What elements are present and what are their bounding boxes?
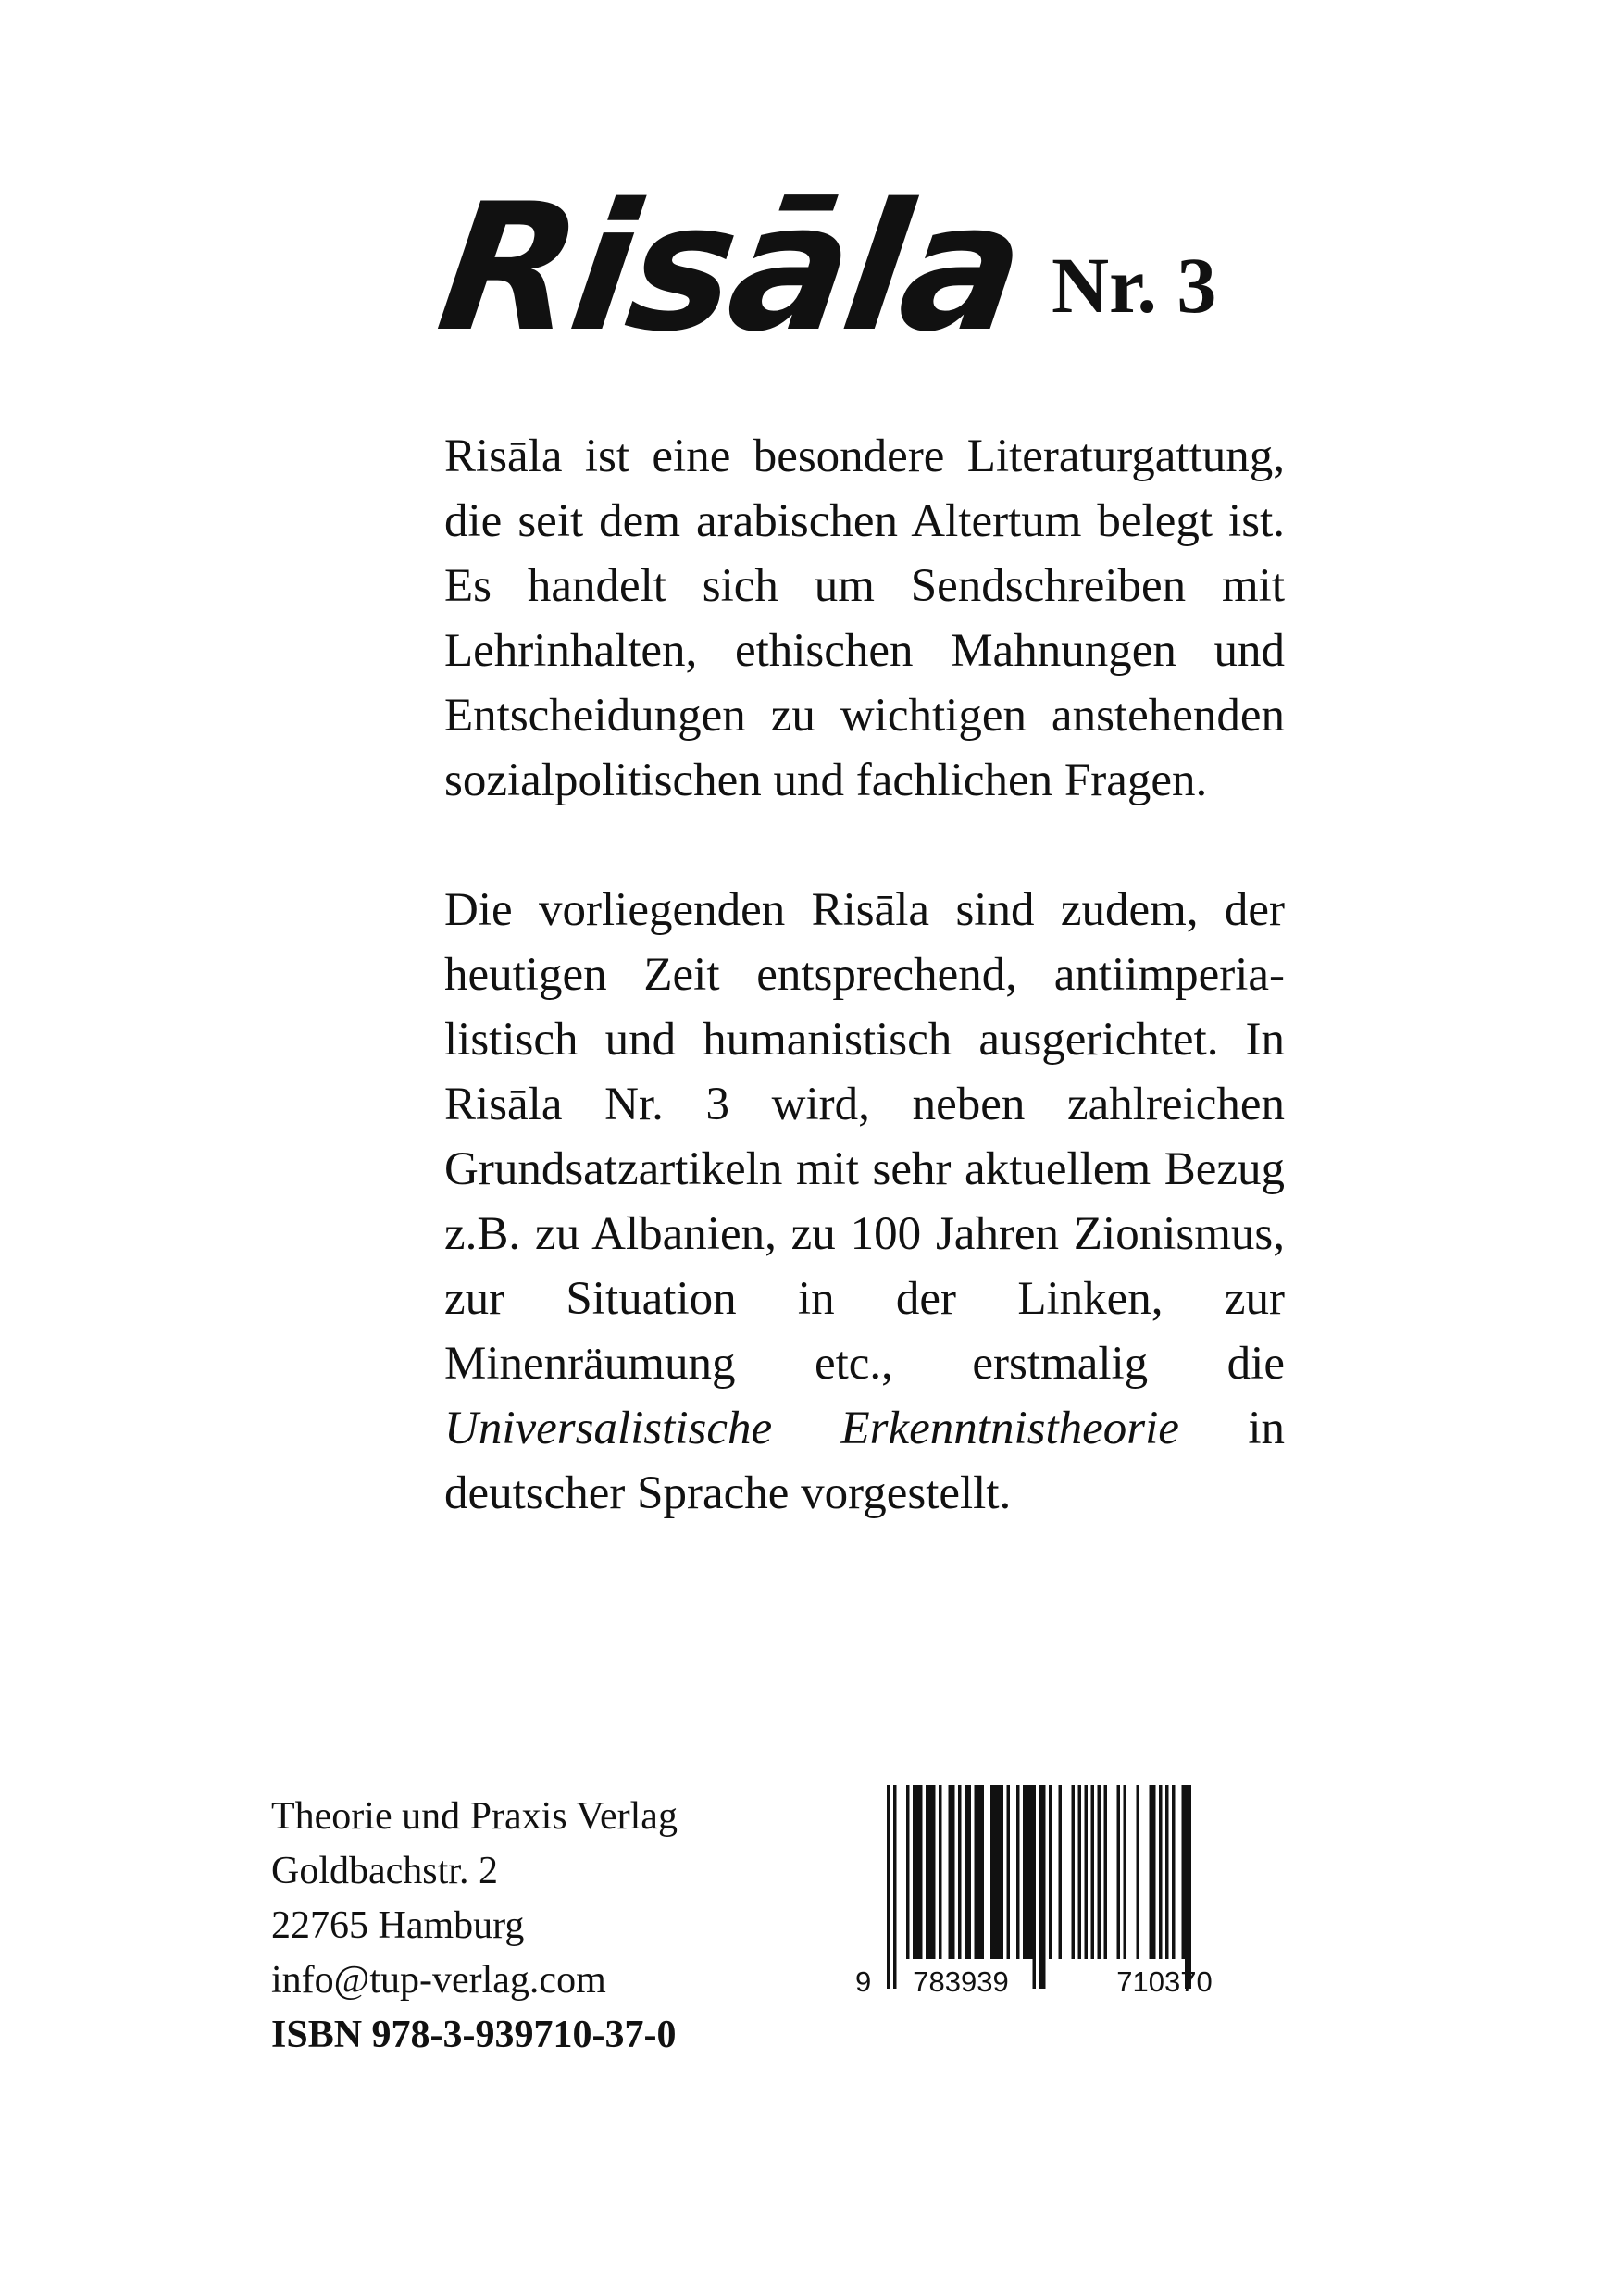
barcode-bar [1085, 1785, 1089, 1959]
publisher-block [271, 1790, 678, 2063]
barcode-graphic [840, 1778, 1368, 2000]
barcode-bar [906, 1785, 910, 1959]
barcode-right-digits: 710370 [1116, 1965, 1213, 1998]
barcode-bar [1182, 1785, 1186, 1959]
barcode-bar [1091, 1785, 1095, 1959]
barcode-bar [1072, 1785, 1076, 1959]
barcode-bar [1189, 1785, 1192, 1989]
barcode-bar [990, 1785, 994, 1959]
barcode-bar [965, 1785, 968, 1959]
barcode-bar [1016, 1785, 1020, 1959]
barcode-bar [977, 1785, 981, 1959]
description-paragraph-2 [444, 878, 1285, 1526]
barcode-bar [913, 1785, 916, 1959]
barcode-bar [1137, 1785, 1140, 1959]
barcode-bar [939, 1785, 942, 1959]
barcode-bar [1029, 1785, 1033, 1959]
barcode-bar [997, 1785, 1001, 1959]
barcode-bar [1078, 1785, 1082, 1959]
barcode-bar [968, 1785, 972, 1959]
barcode-bar [1042, 1785, 1046, 1989]
barcode-bar [1049, 1785, 1052, 1959]
publisher-name: Theorie und Praxis Verlag [271, 1795, 678, 1838]
barcode-bars [887, 1785, 1191, 1989]
barcode-bar [887, 1785, 890, 1989]
barcode-bar [949, 1785, 952, 1959]
barcode-bar [1059, 1785, 1063, 1959]
barcode-bar [926, 1785, 929, 1959]
logo-title: Risāla [428, 166, 1033, 370]
barcode-bar [1150, 1785, 1153, 1959]
barcode [840, 1778, 1368, 2000]
description-text [444, 424, 1285, 1526]
barcode-bar [1159, 1785, 1163, 1959]
barcode-bar [1172, 1785, 1176, 1959]
barcode-bar [1185, 1785, 1189, 1989]
title-block [428, 166, 1276, 370]
barcode-bar [1039, 1785, 1043, 1989]
barcode-bar [929, 1785, 933, 1959]
barcode-bar [1027, 1785, 1030, 1959]
barcode-bar [1023, 1785, 1027, 1959]
barcode-bar [1117, 1785, 1121, 1959]
barcode-bar [1001, 1785, 1004, 1959]
barcode-bar [916, 1785, 920, 1959]
barcode-bar [1033, 1785, 1037, 1989]
publisher-email: info@tup-verlag.com [271, 1959, 606, 2002]
publisher-street: Goldbachstr. 2 [271, 1850, 498, 1892]
barcode-bar [1152, 1785, 1156, 1959]
barcode-lead-digit: 9 [855, 1965, 872, 1998]
description-paragraph-1: Risāla ist eine besondere Literaturgattung, die seit dem arabischen Altertum belegt ist. Es handelt sich um Sendschreiben mit Lehrinhalten, ethischen Mahnungen und Entscheidungen zu wichtigen anstehenden sozialpolitischen und fachlichen Fragen. [444, 430, 1285, 806]
barcode-left-digits: 783939 [913, 1965, 1009, 1998]
barcode-bar [932, 1785, 936, 1959]
barcode-bar [975, 1785, 978, 1959]
emphasized-title: Universalistische Erkenntnistheorie [444, 1403, 1179, 1454]
issue-label: Nr. 3 [1052, 241, 1217, 330]
barcode-bar [952, 1785, 955, 1959]
publisher-city: 22765 Hamburg [271, 1904, 525, 1947]
barcode-bar [1124, 1785, 1127, 1959]
barcode-bar [893, 1785, 897, 1989]
barcode-bar [1104, 1785, 1108, 1959]
barcode-bar [994, 1785, 998, 1959]
barcode-bar [981, 1785, 985, 1959]
paragraph-2-end: in deutscher Sprache vorgestellt. [444, 1403, 1286, 1519]
barcode-bar [1165, 1785, 1169, 1959]
barcode-bar [919, 1785, 923, 1959]
isbn-number: ISBN 978-3-939710-37-0 [271, 2014, 677, 2056]
paragraph-2-start: Die vorliegenden Risāla sind zudem, der heutigen Zeit entsprechend, antiimperialistisch und humanistisch ausgerichtet. In Risāla Nr. 3 wird, neben zahlreichen Grundsatzartikeln mit sehr aktuellem Bezug z.B. zu Albanien, zu 100 Jahren Zionismus, zur Situation in der Linken, zur Minenräumung etc., erstmalig die [444, 884, 1285, 1390]
barcode-bar [958, 1785, 962, 1959]
barcode-bar [1098, 1785, 1101, 1959]
barcode-bar [1007, 1785, 1011, 1959]
